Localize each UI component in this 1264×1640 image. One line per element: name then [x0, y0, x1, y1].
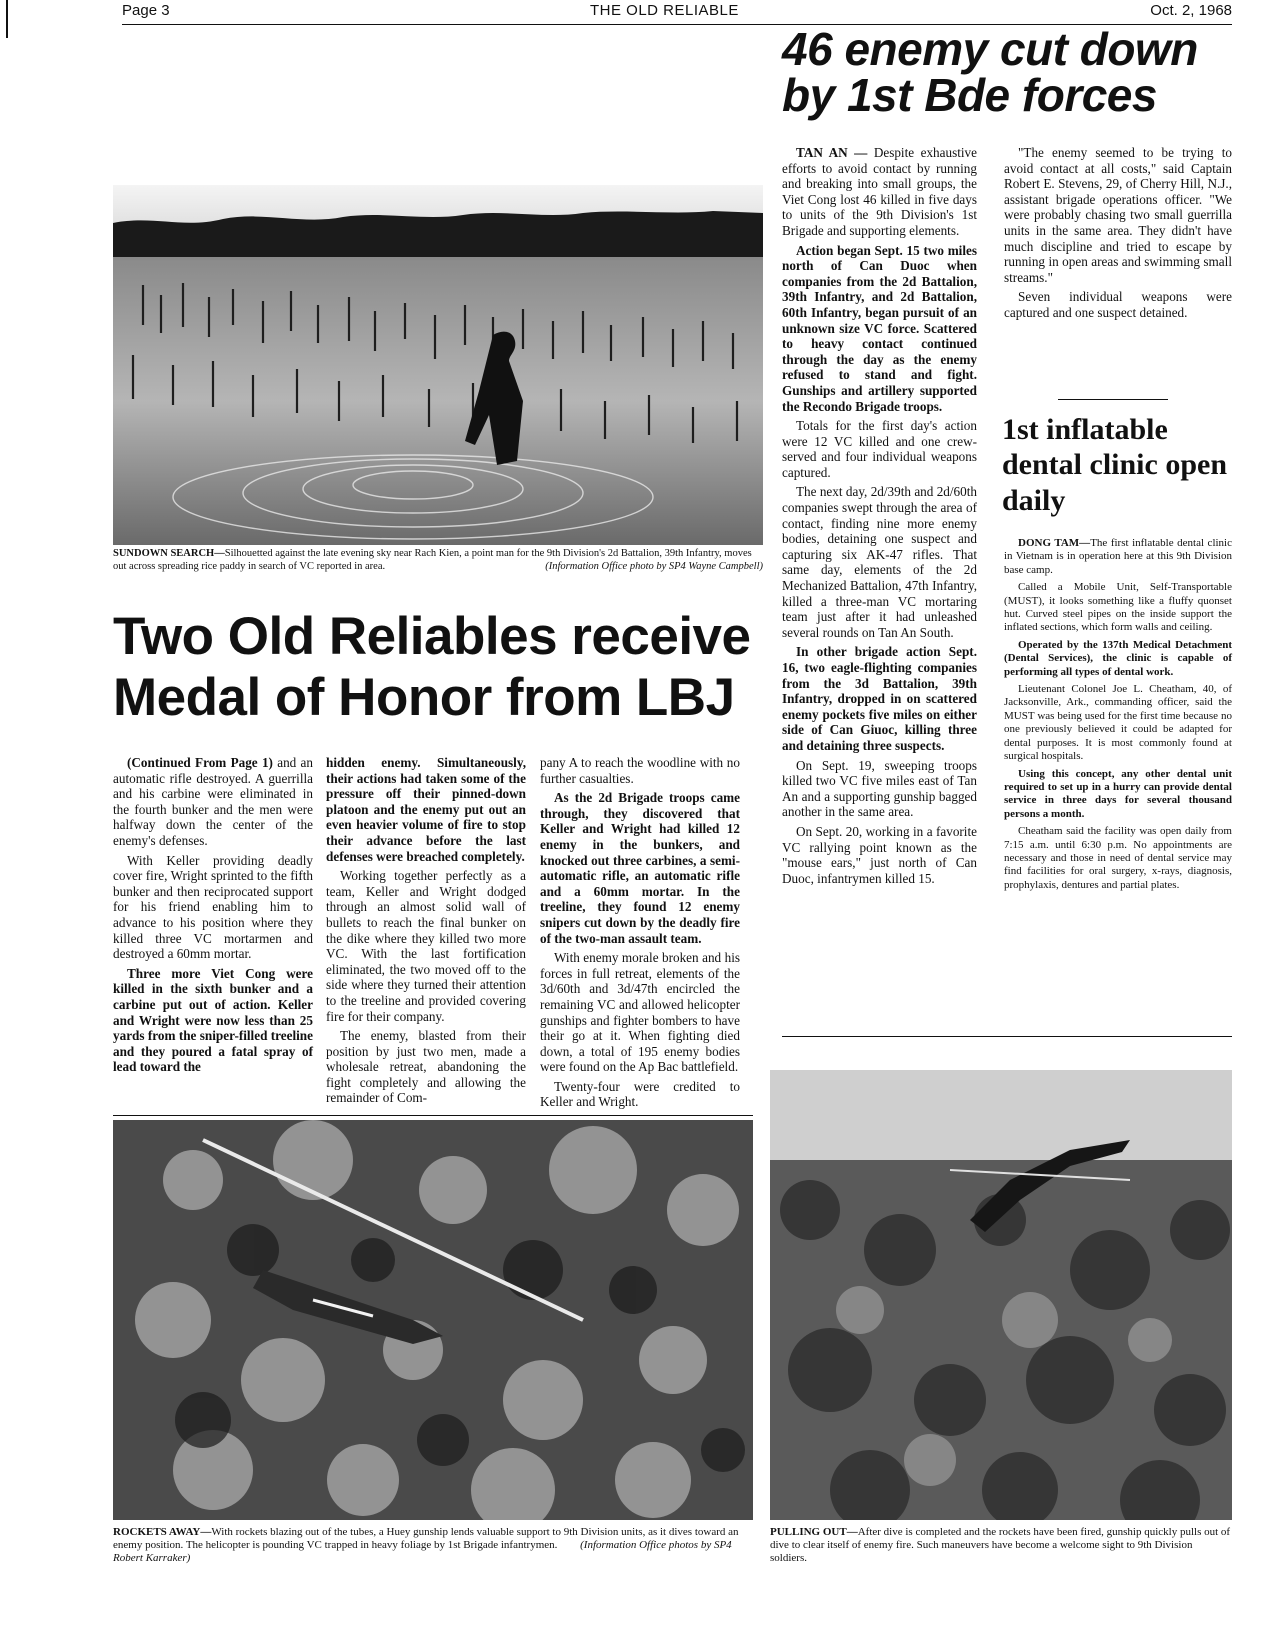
paragraph-text: Lieutenant Colonel Joe L. Cheatham, 40, of Jacksonville, Ark., commanding officer, said the MUST was being used for the first time because no one previously believed it could be adapted for dental purposes. It is most commonly found at surgical hospitals.: [1004, 683, 1232, 763]
article-paragraph: [113, 966, 313, 1075]
article-paragraph: [540, 950, 740, 1075]
divider-rule: [782, 1036, 1232, 1037]
headline-medal: [113, 607, 773, 727]
paragraph-lead: (Continued From Page 1): [127, 755, 273, 770]
article-paragraph: [1004, 145, 1232, 285]
headline-medal-line2: Medal of Honor from LBJ: [113, 668, 735, 727]
article-paragraph: [782, 644, 977, 753]
paragraph-lead: TAN AN —: [796, 145, 868, 160]
divider-rule: [1058, 399, 1168, 400]
paragraph-text: "The enemy seemed to be trying to avoid contact at all costs," said Captain Robert E. Stevens, 29, of Cherry Hill, N.J., assistant brigade operations officer. "We were probably chasing two small guerrilla units in the same area. They didn't have much discipline and tried to escape by running in open areas and swimming small streams.": [1004, 145, 1232, 285]
headline-dental: 1st inflatable dental clinic open daily: [1002, 413, 1228, 517]
article-paragraph: [540, 790, 740, 946]
paragraph-text: Using this concept, any other dental unit required to set up in a hurry can provide dental service in three days for several thousand persons a month.: [1004, 767, 1232, 820]
article-paragraph: [1004, 683, 1232, 763]
paragraph-text: and an automatic rifle destroyed. A guerrilla and his carbine were eliminated in the fourth bunker and the men were halfway down the center of the enemy's defenses.: [113, 755, 313, 848]
paper-name: THE OLD RELIABLE: [590, 2, 739, 19]
story-46-column-2: [1004, 145, 1232, 325]
paragraph-text: pany A to reach the woodline with no further casualties.: [540, 755, 740, 786]
masthead: [122, 2, 1232, 25]
caption-rockets: [113, 1526, 753, 1565]
caption-rockets-credit: (Information Office photos by SP4 Robert Karraker): [113, 1539, 732, 1564]
paragraph-text: As the 2d Brigade troops came through, they discovered that Keller and Wright had killed 12 enemy in the bunkers, and knocked out three carbines, a semi-automatic rifle, an automatic rifle and a 60mm mortar. In the treeline, they found 12 enemy snipers cut down by the deadly fire of the two-man assault team.: [540, 790, 740, 946]
divider-rule: [113, 1115, 753, 1116]
paragraph-text: Totals for the first day's action were 12 VC killed and one crew-served and four individual weapons captured.: [782, 418, 977, 480]
caption-sundown: [113, 548, 763, 573]
caption-sundown-credit: (Information Office photo by SP4 Wayne Campbell): [545, 560, 763, 572]
paragraph-text: In other brigade action Sept. 16, two eagle-flighting companies from the 3d Battalion, 39th Infantry, dropped in on scattered enemy pockets five miles on either side of Can Giuoc, killing three and detaining three suspects.: [782, 644, 977, 753]
article-paragraph: [326, 1028, 526, 1106]
caption-rockets-text: With rockets blazing out of the tubes, a Huey gunship lends valuable support to 9th Division units, as it dives toward an enemy position. The helicopter is pounding VC trapped in heavy foliage by 1st Brigade infantrymen.: [113, 1526, 739, 1551]
article-paragraph: [1004, 639, 1232, 679]
article-paragraph: [113, 853, 313, 962]
paragraph-text: Called a Mobile Unit, Self-Transportable (MUST), it looks something like a fluffy quonset hut. Curved steel pipes on the inside support the inflated sections, which form walls and ceiling.: [1004, 581, 1232, 634]
medal-column-3: [540, 755, 740, 1114]
article-paragraph: [782, 484, 977, 640]
article-paragraph: [1004, 581, 1232, 635]
paragraph-text: On Sept. 19, sweeping troops killed two VC five miles east of Tan An and a supporting gunship bagged another in the same area.: [782, 757, 977, 820]
paragraph-lead: DONG TAM—: [1018, 537, 1091, 549]
paragraph-text: Working together perfectly as a team, Keller and Wright dodged through an almost solid wall of bullets to reach the final bunker on the dike where they killed two more VC. With the last fortification eliminated, the two moved off to the side where they turned their attention to the treeline and provided covering fire for their company.: [326, 868, 526, 1024]
helicopter-dive-photo: [113, 1120, 753, 1520]
article-paragraph: [782, 243, 977, 415]
article-paragraph: [782, 824, 977, 886]
article-paragraph: [1004, 825, 1232, 892]
article-paragraph: [782, 418, 977, 480]
rice-paddy-photo: [113, 185, 763, 545]
caption-rockets-lead: ROCKETS AWAY—: [113, 1526, 212, 1538]
photo-sundown-search: [113, 185, 763, 545]
dental-column: [1004, 537, 1232, 896]
article-paragraph: [540, 755, 740, 786]
article-paragraph: [326, 755, 526, 864]
paragraph-text: Seven individual weapons were captured and one suspect detained.: [1004, 289, 1232, 320]
paragraph-text: With enemy morale broken and his forces in full retreat, elements of the 3d/60th and 3d/47th encircled the remaining VC and allowed helicopter gunships and fighter bombers to have their go at it. When fighting died down, a total of 195 enemy bodies were found on the Ap Bac battlefield.: [540, 950, 740, 1075]
issue-date: Oct. 2, 1968: [1150, 2, 1232, 19]
paragraph-text: Twenty-four were credited to Keller and Wright.: [540, 1078, 740, 1110]
paragraph-text: hidden enemy. Simultaneously, their actions had taken some of the pressure off their pinned-down platoon and the enemy put out an even heavier volume of fire to stop their advance before the last defenses were breached completely.: [326, 755, 526, 864]
page-number: Page 3: [122, 2, 170, 19]
medal-column-1: [113, 755, 313, 1079]
caption-sundown-lead: SUNDOWN SEARCH—: [113, 548, 225, 559]
paragraph-text: On Sept. 20, working in a favorite VC rallying point known as the "mouse ears," just north of Can Duoc, infantrymen killed 15.: [782, 823, 977, 886]
paragraph-text: Cheatham said the facility was open daily from 7:15 a.m. until 6:30 p.m. No appointments are necessary and those in need of dental service may find facilities for oral surgery, x-rays, diagnosis, prophylaxis, dentures and partial plates.: [1004, 825, 1232, 891]
medal-column-2: [326, 755, 526, 1110]
article-paragraph: [1004, 289, 1232, 320]
article-paragraph: [1004, 537, 1232, 577]
paragraph-text: Operated by the 137th Medical Detachment (Dental Services), the clinic is capable of performing all types of dental work.: [1004, 638, 1232, 678]
paragraph-text: The next day, 2d/39th and 2d/60th companies swept through the area of contact, finding nine more enemy bodies, detaining one suspect and capturing six AK-47 rifles. That same day, elements of the 2d Mechanized Battalion, 47th Infantry, killed a three-man VC mortaring team just after it had unleashed several rounds on Tan An South.: [782, 484, 977, 640]
article-paragraph: [540, 1079, 740, 1110]
article-paragraph: [1004, 768, 1232, 822]
story-46-column-1: [782, 145, 977, 890]
paragraph-text: Three more Viet Cong were killed in the sixth bunker and a carbine put out of action. Keller and Wright were now less than 25 yards from the sniper-filled treeline and they poured a fatal spray of lead toward the: [113, 965, 313, 1075]
caption-pulling-text: After dive is completed and the rockets have been fired, gunship quickly pulls out of dive to clear itself of enemy fire. Such maneuvers have become a welcome sight to 9th Division soldiers.: [770, 1526, 1231, 1564]
article-paragraph: [326, 868, 526, 1024]
paragraph-text: The enemy, blasted from their position by just two men, made a wholesale retreat, abandoning the fight completely and allowing the remainder of Com-: [326, 1028, 526, 1106]
caption-pulling-out: [770, 1526, 1232, 1565]
caption-sundown-text: Silhouetted against the late evening sky near Rach Kien, a point man for the 9th Division's 2d Battalion, 39th Infantry, moves out across spreading rice paddy in search of VC reported in area.: [113, 548, 752, 572]
photo-rockets-away: [113, 1120, 753, 1520]
photo-pulling-out: [770, 1070, 1232, 1520]
article-paragraph: [113, 755, 313, 849]
headline-46-enemy: 46 enemy cut down by 1st Bde forces: [782, 23, 1198, 121]
headline-medal-line1: Two Old Reliables receive: [113, 607, 751, 666]
article-paragraph: [782, 758, 977, 820]
helicopter-pullout-photo: [770, 1070, 1232, 1520]
article-paragraph: [782, 145, 977, 239]
caption-pulling-lead: PULLING OUT—: [770, 1526, 858, 1538]
paragraph-text: Despite exhaustive efforts to avoid contact by running and breaking into small groups, the Viet Cong lost 46 killed in five days to units of the 9th Division's 1st Brigade and supporting elements.: [782, 145, 977, 238]
margin-mark: [6, 0, 8, 38]
paragraph-text: The first inflatable dental clinic in Vietnam is in operation here at this 9th Division base camp.: [1004, 537, 1232, 576]
paragraph-text: With Keller providing deadly cover fire, Wright sprinted to the fifth bunker and then reciprocated support for his friend enabling him to advance to his position where they killed three VC mortarmen and destroyed a 60mm mortar.: [113, 852, 313, 962]
paragraph-text: Action began Sept. 15 two miles north of Can Duoc when companies from the 2d Battalion, 39th Infantry, and 2d Battalion, 60th Infantry, began pursuit of an unknown size VC force. Scattered to heavy contact continued through the day as the enemy refused to stand and fight. Gunships and artillery supported the Recondo Brigade troops.: [782, 242, 977, 414]
